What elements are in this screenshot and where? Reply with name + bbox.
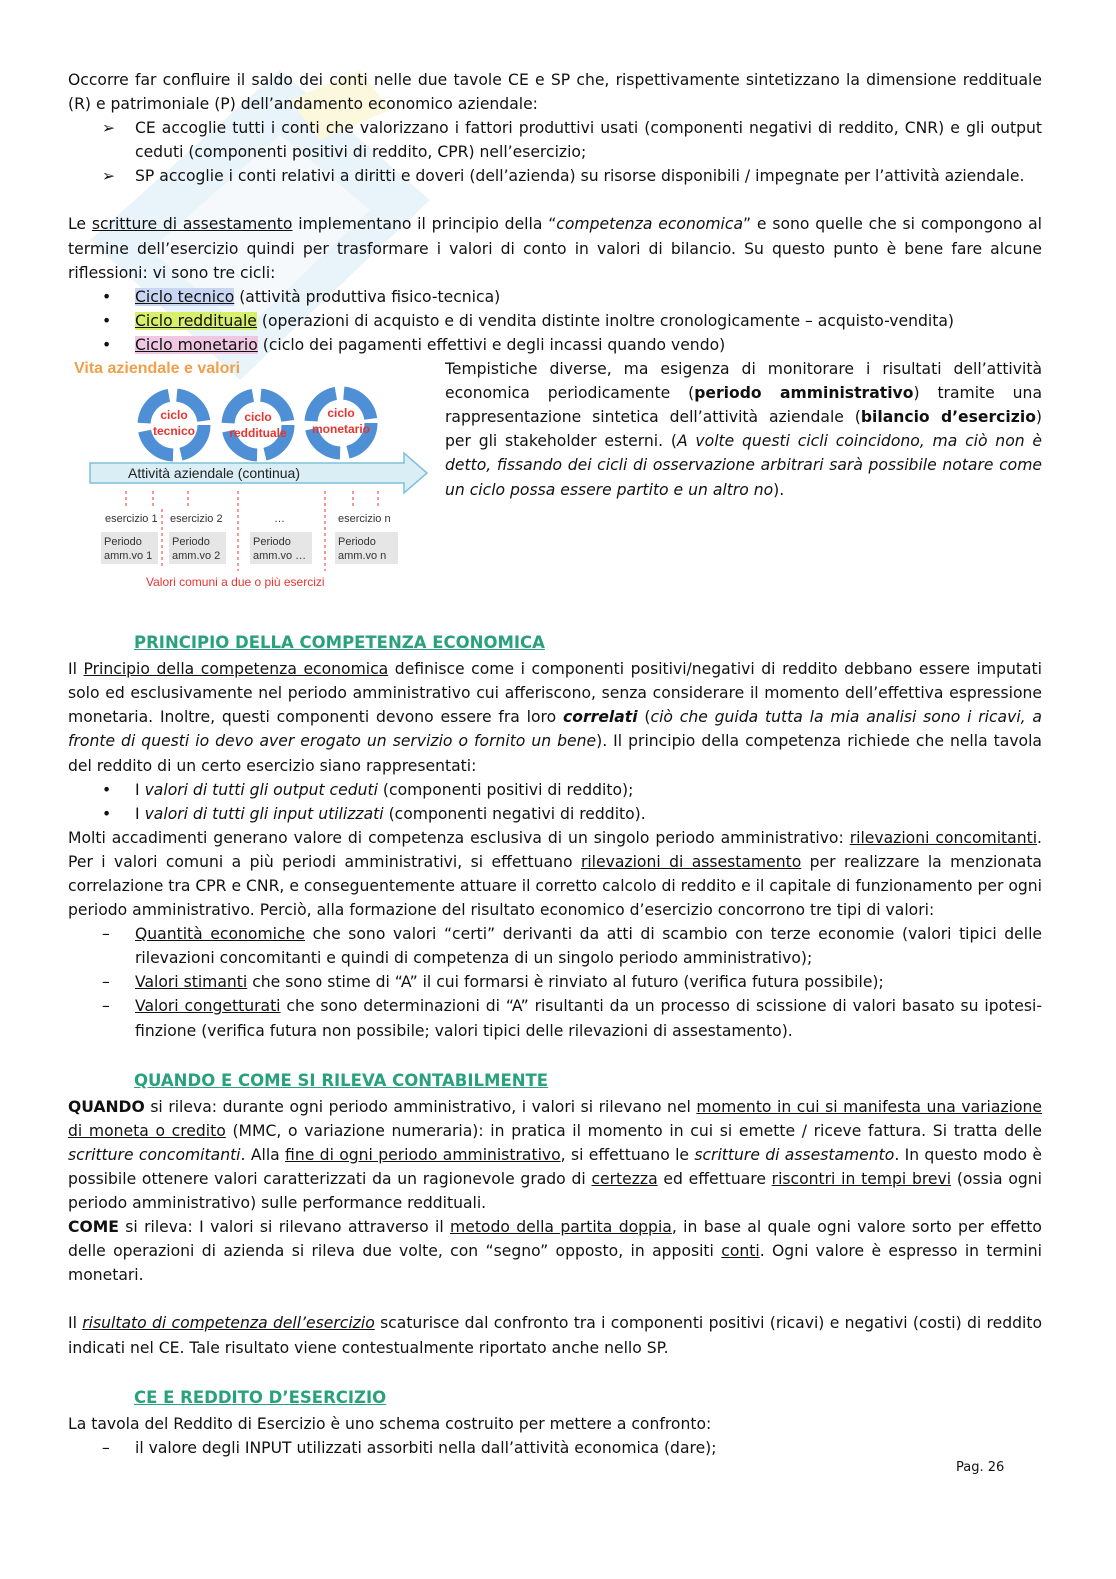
periodo-label: Periodo [253, 536, 291, 549]
list-item: – il valore degli INPUT utilizzati assorbiti nella dall’attività economica (dare); [68, 1436, 1042, 1460]
assestamento-paragraph: Le scritture di assestamento implementano il principio della “competenza economica” e sono quelle che si compongono al termine dell’esercizio quindi per trasformare i valori di conto in valori di bilancio. Su questo punto è bene fare alcune riflessioni: vi sono tre cicli: [68, 215, 1043, 282]
cycle-name: Ciclo tecnico [135, 287, 235, 306]
periodo-label: amm.vo 2 [172, 550, 221, 563]
bullet-icon: • [102, 335, 112, 354]
esercizio-label: esercizio 1 [105, 513, 158, 526]
dash-bullet-icon: – [102, 925, 110, 944]
quando-paragraph: QUANDO si rileva: durante ogni periodo amministrativo, i valori si rilevano nel momento in cui si manifesta una variazione di moneta o credito (MMC, o variazione numeraria): in pratica il momento in cui si emette / riceve fattura. Si tratta delle scritture concomitanti. Alla fine di ogni periodo amministrativo, si effettuano le scritture di assestamento. In questo modo è possibile ottenere valori caratterizzati da un ragionevole grado di certezza ed effettuare riscontri in tempi brevi (ossia ogni periodo amministrativo) sulle performance reddituali. [68, 1097, 1042, 1213]
periodo-label: Periodo [104, 536, 142, 549]
list-item: • I valori di tutti gli output ceduti (componenti positivi di reddito); [68, 778, 1042, 802]
cycle-reddituale-icon [228, 395, 288, 455]
periodo-label: amm.vo … [253, 550, 307, 563]
svg-text:reddituale: reddituale [229, 426, 287, 441]
bullet-icon: • [102, 287, 112, 306]
risultato-paragraph: Il risultato di competenza dell’esercizio scaturisce dal confronto tra i componenti positivi (ricavi) e negativi (costi) di reddito indicati nel CE. Tale risultato viene contestualmente riportato anche nello SP. [68, 1314, 1042, 1357]
link-scritture-assestamento: scritture di assestamento [91, 215, 293, 234]
arrow-bullet-icon: ➢ [102, 119, 116, 138]
document-page [68, 68, 1042, 1460]
dash-bullet-icon: – [102, 1438, 110, 1457]
vita-aziendale-diagram [68, 357, 430, 597]
side-paragraph: Tempistiche diverse, ma esigenza di monitorare i risultati dell’attività economica periodicamente (periodo amministrativo) tramite una rappresentazione sintetica dell’attività aziendale (bilancio d’esercizio) per gli stakeholder esterni. (A volte questi cicli coincidono, ma ciò non è detto, fissando dei cicli di osservazione arbitrari sarà possibile notare come un ciclo possa essere partito e un altro no). [445, 360, 1042, 499]
intro-paragraph: Occorre far confluire il saldo dei conti nelle due tavole CE e SP che, rispettivamente sintetizzano la dimensione reddituale (R) e patrimoniale (P) dell’andamento economico aziendale: [68, 71, 1042, 114]
section-heading: CE E REDDITO D’ESERCIZIO [134, 1387, 387, 1407]
svg-text:ciclo: ciclo [160, 408, 188, 423]
list-item: – Valori congetturati che sono determinazioni di “A” risultanti da un processo di scissione di valori basato su ipotesi-finzione (verifica futura non possibile; valori tipici delle rilevazioni di assestamento). [68, 994, 1042, 1042]
arrow-label: Attività aziendale (continua) [128, 465, 300, 482]
cycle-name: Ciclo monetario [135, 335, 258, 354]
diagram-title: Vita aziendale e valori [74, 360, 241, 378]
bullet-icon: • [102, 804, 112, 823]
cycle-tecnico-icon [144, 395, 204, 455]
list-item: – Valori stimanti che sono stime di “A” il cui formarsi è rinviato al futuro (verifica futura possibile); [68, 970, 1042, 994]
section-heading: PRINCIPIO DELLA COMPETENZA ECONOMICA [134, 633, 545, 653]
svg-text:monetario: monetario [311, 422, 371, 437]
tavola-paragraph: La tavola del Reddito di Esercizio è uno schema costruito per mettere a confronto: [68, 1414, 712, 1433]
section-heading: QUANDO E COME SI RILEVA CONTABILMENTE [134, 1070, 549, 1090]
tavola-list [68, 1436, 1042, 1460]
dash-bullet-icon: – [102, 973, 110, 992]
periodo-label: Periodo [172, 536, 210, 549]
list-item: • Ciclo tecnico (attività produttiva fisico-tecnica) [68, 285, 1042, 309]
list-item: • Ciclo monetario (ciclo dei pagamenti effettivi e degli incassi quando vendo) [68, 333, 1042, 357]
svg-text:ciclo: ciclo [244, 410, 272, 425]
diagram-section [68, 357, 1042, 619]
bullet-icon: • [102, 311, 112, 330]
accadimenti-paragraph: Molti accadimenti generano valore di competenza esclusiva di un singolo periodo amministrativo: rilevazioni concomitanti. Per i valori comuni a più periodi amministrativi, si effettuano rilevazioni di assestamento per realizzare la menzionata correlazione tra CPR e CNR, e conseguentemente attuare il corretto calcolo di reddito e il capitale di funzionamento per ogni periodo amministrativo. Perciò, alla formazione del risultato economico d’esercizio concorrono tre tipi di valori: [68, 828, 1042, 920]
list-item: • Ciclo reddituale (operazioni di acquisto e di vendita distinte inoltre cronologicamente – acquisto-vendita) [68, 309, 1042, 333]
output-input-list [68, 778, 1042, 826]
svg-text:ciclo: ciclo [327, 406, 355, 421]
cycle-monetario-icon [311, 393, 371, 453]
list-item: ➢ SP accoglie i conti relativi a diritti e doveri (dell’azienda) su risorse disponibili / impegnate per l’attività aziendale. [68, 164, 1042, 188]
page-number: Pag. 26 [956, 1460, 1005, 1475]
cycles-list [68, 285, 1042, 357]
list-item: ➢ CE accoglie tutti i conti che valorizzano i fattori produttivi usati (componenti negativi di reddito, CNR) e gli output ceduti (componenti positivi di reddito, CPR) nell’esercizio; [68, 116, 1042, 164]
come-paragraph: COME si rileva: I valori si rilevano attraverso il metodo della partita doppia, in base al quale ogni valore sorto per effetto delle operazioni di azienda si rileva due volte, con “segno” opposto, in appositi conti. Ogni valore è espresso in termini monetari. [68, 1218, 1042, 1285]
bullet-icon: • [102, 780, 112, 799]
diagram-footer: Valori comuni a due o più esercizi [146, 575, 325, 590]
svg-text:tecnico: tecnico [152, 424, 196, 439]
periodo-label: amm.vo 1 [104, 550, 153, 563]
valori-list [68, 922, 1042, 1042]
periodo-label: Periodo [338, 536, 376, 549]
list-item: – Quantità economiche che sono valori “certi” derivanti da atti di scambio con terze economie (valori tipici delle rilevazioni concomitanti e quindi di competenza di un singolo periodo amministrativo); [68, 922, 1042, 970]
esercizio-label: esercizio 2 [170, 513, 223, 526]
esercizio-label: esercizio n [338, 513, 391, 526]
cycle-name: Ciclo reddituale [135, 311, 257, 330]
periodo-label: amm.vo n [338, 550, 387, 563]
intro-list [68, 116, 1042, 188]
list-item: • I valori di tutti gli input utilizzati (componenti negativi di reddito). [68, 802, 1042, 826]
competenza-paragraph: Il Principio della competenza economica definisce come i componenti positivi/negativi di reddito debbano essere imputati solo ed esclusivamente nel periodo amministrativo cui afferiscono, senza considerare il momento dell’effettiva espressione monetaria. Inoltre, questi componenti devono essere fra loro correlati (ciò che guida tutta la mia analisi sono i ricavi, a fronte di questi io devo aver erogato un servizio o fornito un bene). Il principio della competenza richiede che nella tavola del reddito di un certo esercizio siano rappresentati: [68, 660, 1042, 775]
dash-bullet-icon: – [102, 997, 110, 1016]
arrow-bullet-icon: ➢ [102, 167, 116, 186]
esercizio-label: … [274, 513, 285, 526]
